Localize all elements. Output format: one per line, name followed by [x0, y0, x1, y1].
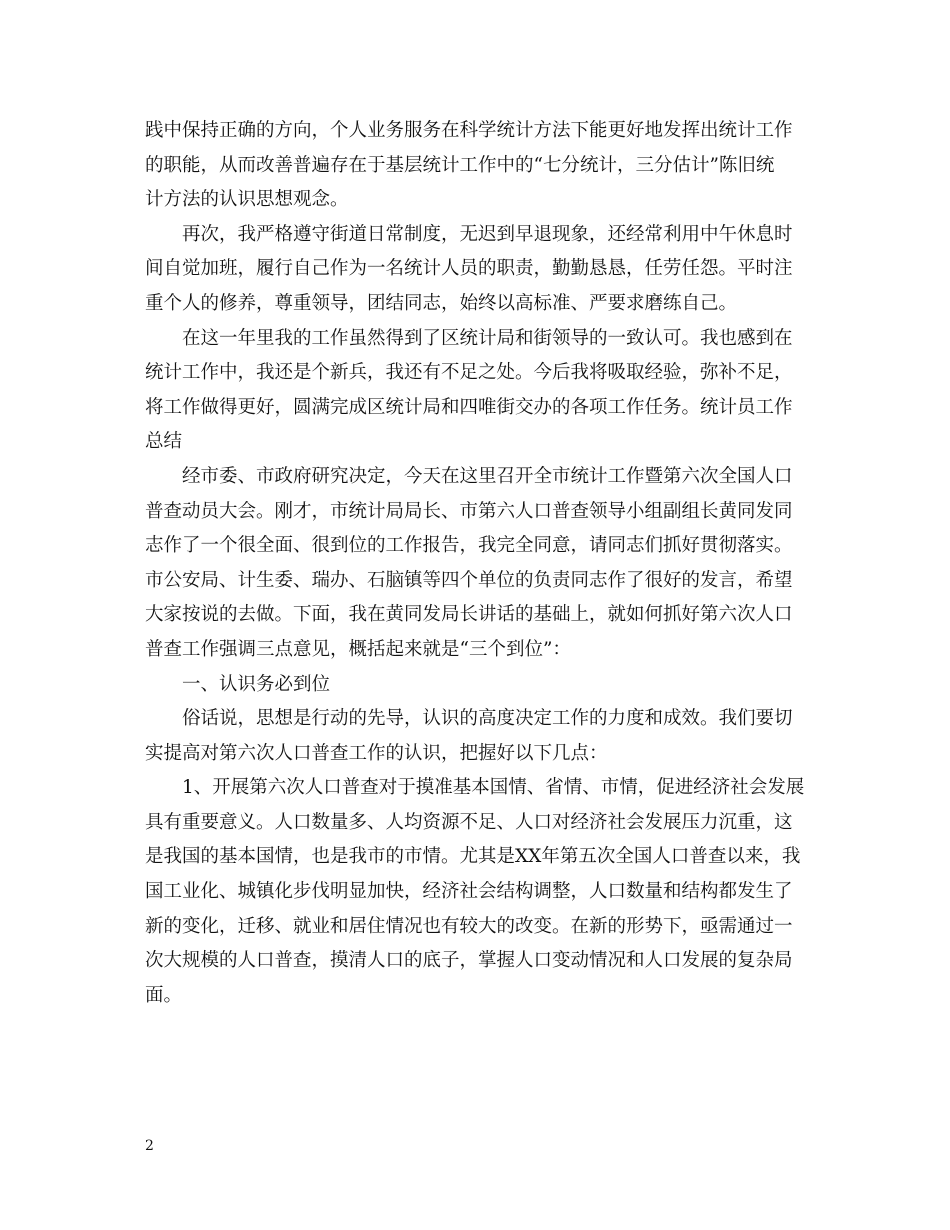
- text-line: 总结: [145, 431, 183, 453]
- text-line: 志作了一个很全面、很到位的工作报告，我完全同意，请同志们抓好贯彻落实。: [145, 535, 793, 557]
- text-line: 实提高对第六次人口普查工作的认识，把握好以下几点：: [145, 742, 608, 764]
- text-line: 大家按说的去做。下面，我在黄同发局长讲话的基础上，就如何抓好第六次人口: [145, 604, 793, 626]
- text-line: 在这一年里我的工作虽然得到了区统计局和街领导的一致认可。我也感到在: [182, 327, 793, 349]
- text-line: 市公安局、计生委、瑞办、石脑镇等四个单位的负责同志作了很好的发言，希望: [145, 569, 793, 591]
- text-line: 次大规模的人口普查，摸清人口的底子，掌握人口变动情况和人口发展的复杂局: [145, 950, 793, 972]
- text-line: 俗话说，思想是行动的先导，认识的高度决定工作的力度和成效。我们要切: [182, 708, 793, 730]
- body-text: [145, 114, 810, 1013]
- text-line: 践中保持正确的方向，个人业务服务在科学统计方法下能更好地发挥出统计工作: [145, 120, 793, 141]
- text-line: 是我国的基本国情，也是我市的市情。尤其是XX年第五次全国人口普查以来，我: [145, 846, 801, 868]
- page-number: 2: [145, 1138, 154, 1154]
- text-line: 普查工作强调三点意见，概括起来就是“三个到位”：: [145, 638, 571, 660]
- text-line: 将工作做得更好，圆满完成区统计局和四唯街交办的各项工作任务。统计员工作: [145, 396, 793, 418]
- text-line: 间自觉加班，履行自己作为一名统计人员的职责，勤勤恳恳，任劳任怨。平时注: [145, 258, 793, 280]
- text-line: 的职能，从而改善普遍存在于基层统计工作中的“七分统计，三分估计”陈旧统: [145, 154, 775, 176]
- text-line: 新的变化，迁移、就业和居住情况也有较大的改变。在新的形势下，亟需通过一: [145, 915, 793, 937]
- text-line: 1、开展第六次人口普查对于摸准基本国情、省情、市情，促进经济社会发展: [182, 777, 805, 799]
- text-line: 面。: [145, 984, 183, 1006]
- text-line: 普查动员大会。刚才，市统计局局长、市第六人口普查领导小组副组长黄同发同: [145, 500, 793, 522]
- text-line: 经市委、市政府研究决定，今天在这里召开全市统计工作暨第六次全国人口: [182, 465, 793, 487]
- text-line: 具有重要意义。人口数量多、人均资源不足、人口对经济社会发展压力沉重，这: [145, 811, 793, 833]
- text-line: 国工业化、城镇化步伐明显加快，经济社会结构调整，人口数量和结构都发生了: [145, 881, 793, 903]
- text-line: 再次，我严格遵守街道日常制度，无迟到早退现象，还经常利用中午休息时: [182, 223, 793, 245]
- text-line: 一、认识务必到位: [182, 673, 331, 695]
- text-line: 计方法的认识思想观念。: [145, 189, 349, 211]
- text-line: 重个人的修养，尊重领导，团结同志，始终以高标准、严要求磨练自己。: [145, 292, 738, 314]
- text-line: 统计工作中，我还是个新兵，我还有不足之处。今后我将吸取经验，弥补不足，: [145, 362, 793, 384]
